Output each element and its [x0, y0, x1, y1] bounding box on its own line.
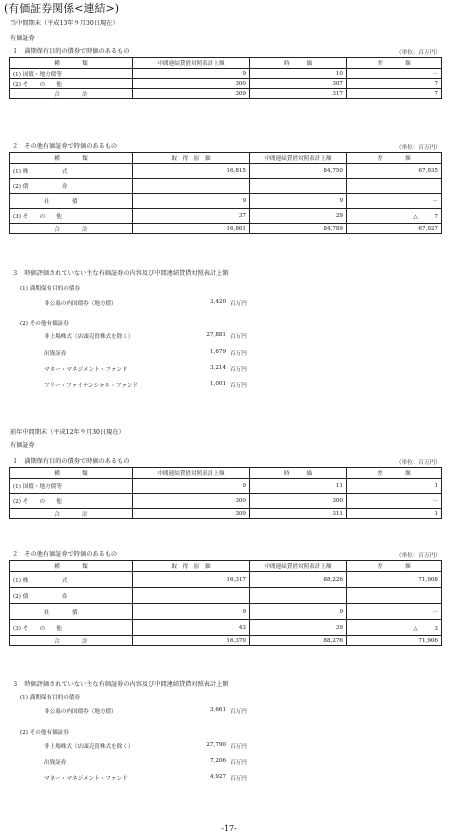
row-value: 1 — [347, 509, 442, 519]
current-s3-item-unit: 百万円 — [230, 301, 247, 307]
header-cell: 差 額 — [347, 468, 442, 479]
header-cell: 時 価 — [250, 58, 347, 69]
row-label: 合 計 — [10, 636, 133, 646]
table-total-row — [10, 224, 442, 234]
current-s3-item-label: フリー・ファイナンシャル・ファンド — [44, 383, 139, 389]
row-value — [250, 179, 347, 194]
row-value: 300 — [133, 494, 250, 509]
row-value — [133, 588, 250, 604]
row-value: 9 — [133, 69, 250, 79]
current-s3-item-unit: 百万円 — [230, 351, 247, 357]
row-value: 300 — [133, 79, 250, 89]
row-label: (2) そ の 他 — [10, 494, 133, 509]
table-row — [10, 164, 442, 179]
previous-section-label: 有価証券 — [10, 442, 35, 449]
row-value: 10 — [250, 69, 347, 79]
current-s3-item-value: 3,214 — [209, 365, 226, 371]
row-label: (2) そ の 他 — [10, 79, 133, 89]
previous-s3-item-label: 非公募の内国債券（地方債） — [44, 709, 117, 715]
header-cell: 種 類 — [10, 58, 133, 69]
previous-s3-item-unit: 百万円 — [230, 760, 247, 766]
table-header-row — [10, 153, 442, 164]
row-label: (1) 国債・地方債等 — [10, 479, 133, 494]
row-value: 37 — [133, 209, 250, 224]
row-value: 300 — [250, 494, 347, 509]
previous-s3-item-unit: 百万円 — [230, 776, 247, 782]
current-s3-item-value: 27,881 — [206, 332, 226, 338]
row-value: － — [347, 604, 442, 620]
current-s2-unit: （単位：百万円） — [396, 145, 441, 151]
page-title: (有価証券関係<連結>) — [4, 2, 120, 15]
header-cell: 中間連結貸借対照表計上額 — [250, 561, 347, 572]
current-s1-title: １ 満期保有目的の債券で時価のあるもの — [12, 48, 130, 55]
table-row — [10, 604, 442, 620]
header-cell: 取 得 原 価 — [133, 561, 250, 572]
row-value: 67,935 — [347, 164, 442, 179]
current-s3-item-label: 非上場株式（店頭売買株式を除く） — [44, 334, 134, 340]
header-cell: 種 類 — [10, 153, 133, 164]
current-s3-sub1: (1) 満期保有目的の債券 — [20, 286, 81, 292]
header-cell: 種 類 — [10, 468, 133, 479]
current-s3-item-label: マネー・マネジメント・ファンド — [44, 367, 128, 373]
table-header-row — [10, 58, 442, 69]
row-value: － — [347, 69, 442, 79]
row-value: － — [347, 194, 442, 209]
row-label: (2) 債 券 — [10, 179, 133, 194]
row-value: 7 — [347, 79, 442, 89]
previous-s3-item-unit: 百万円 — [230, 709, 247, 715]
current-s2-title: ２ その他有価証券で時価のあるもの — [12, 143, 118, 150]
row-value: 309 — [133, 89, 250, 99]
current-section-label: 有価証券 — [10, 35, 35, 42]
row-label: 社 債 — [10, 604, 133, 620]
row-value: 9 — [133, 604, 250, 620]
row-label: 合 計 — [10, 89, 133, 99]
current-s3-item-value: 1,679 — [209, 349, 226, 355]
row-value: △ 3 — [347, 620, 442, 636]
current-s3-item-unit: 百万円 — [230, 383, 247, 389]
previous-s3-item-unit: 百万円 — [230, 744, 247, 750]
row-value: 88,276 — [250, 636, 347, 646]
header-cell: 中間連結貸借対照表計上額 — [133, 468, 250, 479]
row-value: 16,317 — [133, 572, 250, 588]
previous-s3-sub2: (2) その他有価証券 — [20, 730, 69, 736]
header-cell: 差 額 — [347, 153, 442, 164]
row-label: 合 計 — [10, 224, 133, 234]
row-value: 309 — [133, 509, 250, 519]
current-available-for-sale-table — [9, 152, 442, 234]
previous-s2-title: ２ その他有価証券で時価のあるもの — [12, 551, 118, 558]
table-row — [10, 194, 442, 209]
previous-s1-unit: （単位：百万円） — [396, 460, 441, 466]
previous-s1-title: １ 満期保有目的の債券で時価のあるもの — [12, 458, 130, 465]
current-period-label: 当中間期末（平成13年９月30日現在） — [10, 20, 119, 27]
header-cell: 中間連結貸借対照表計上額 — [250, 153, 347, 164]
row-value: 16,861 — [133, 224, 250, 234]
row-value: 71,908 — [347, 572, 442, 588]
header-cell: 種 類 — [10, 561, 133, 572]
row-value — [347, 179, 442, 194]
table-row — [10, 479, 442, 494]
table-total-row — [10, 509, 442, 519]
previous-s3-item-value: 3,661 — [209, 707, 226, 713]
current-s3-item-unit: 百万円 — [230, 367, 247, 373]
row-label: (1) 株 式 — [10, 164, 133, 179]
current-s3-item-value: 1,001 — [209, 381, 226, 387]
current-s3-item-label: 出資証券 — [44, 351, 67, 357]
row-value: 9 — [133, 479, 250, 494]
previous-s3-item-label: 非上場株式（店頭売買株式を除く） — [44, 744, 134, 750]
row-value: 88,226 — [250, 572, 347, 588]
row-value: 29 — [250, 209, 347, 224]
row-label: (1) 株 式 — [10, 572, 133, 588]
previous-s3-item-value: 4,927 — [209, 774, 226, 780]
previous-s2-unit: （単位：百万円） — [396, 553, 441, 559]
table-row — [10, 69, 442, 79]
previous-available-for-sale-table — [9, 560, 442, 646]
header-cell: 時 価 — [250, 468, 347, 479]
table-row — [10, 620, 442, 636]
row-value: 43 — [133, 620, 250, 636]
previous-held-to-maturity-table — [9, 467, 442, 519]
table-row — [10, 79, 442, 89]
row-value — [347, 588, 442, 604]
row-value: 84,750 — [250, 164, 347, 179]
table-header-row — [10, 561, 442, 572]
row-label: (3) そ の 他 — [10, 209, 133, 224]
current-s3-item-unit: 百万円 — [230, 334, 247, 340]
row-value: 16,815 — [133, 164, 250, 179]
row-value: 9 — [133, 194, 250, 209]
row-value: 7 — [347, 89, 442, 99]
header-cell: 中間連結貸借対照表計上額 — [133, 58, 250, 69]
row-label: 社 債 — [10, 194, 133, 209]
table-row — [10, 588, 442, 604]
row-value: 307 — [250, 79, 347, 89]
page-number: -17- — [221, 824, 237, 833]
current-s3-item-value: 3,420 — [209, 299, 226, 305]
previous-s3-item-label: マネー・マネジメント・ファンド — [44, 776, 128, 782]
row-label: 合 計 — [10, 509, 133, 519]
current-s1-unit: （単位：百万円） — [396, 50, 441, 56]
previous-s3-title: ３ 時価評価されていない主な有価証券の内容及び中間連結貸借対照表計上額 — [12, 681, 229, 688]
previous-s3-item-value: 27,790 — [206, 742, 226, 748]
row-value: 39 — [250, 620, 347, 636]
table-total-row — [10, 89, 442, 99]
table-row — [10, 494, 442, 509]
row-value: 71,906 — [347, 636, 442, 646]
table-total-row — [10, 636, 442, 646]
row-value: 317 — [250, 89, 347, 99]
row-value: 67,927 — [347, 224, 442, 234]
row-label: (2) 債 券 — [10, 588, 133, 604]
current-s3-title: ３ 時価評価されていない主な有価証券の内容及び中間連結貸借対照表計上額 — [12, 270, 229, 277]
row-value: △ 7 — [347, 209, 442, 224]
previous-period-label: 前年中間期末（平成12年９月30日現在） — [10, 429, 125, 436]
row-value: 311 — [250, 509, 347, 519]
table-row — [10, 209, 442, 224]
row-value — [133, 179, 250, 194]
table-row — [10, 572, 442, 588]
row-value: 1 — [347, 479, 442, 494]
current-s3-item-label: 非公募の内国債券（地方債） — [44, 301, 117, 307]
current-s3-sub2: (2) その他有価証券 — [20, 321, 69, 327]
previous-s3-item-label: 出資証券 — [44, 760, 67, 766]
row-value: 9 — [250, 604, 347, 620]
row-label: (1) 国債・地方債等 — [10, 69, 133, 79]
previous-s3-sub1: (1) 満期保有目的の債券 — [20, 695, 81, 701]
header-cell: 取 得 原 価 — [133, 153, 250, 164]
table-row — [10, 179, 442, 194]
header-cell: 差 額 — [347, 58, 442, 69]
row-label: (3) そ の 他 — [10, 620, 133, 636]
row-value: 84,789 — [250, 224, 347, 234]
row-value — [250, 588, 347, 604]
table-header-row — [10, 468, 442, 479]
current-held-to-maturity-table — [9, 57, 442, 99]
row-value: 9 — [250, 194, 347, 209]
row-value: 11 — [250, 479, 347, 494]
header-cell: 差 額 — [347, 561, 442, 572]
row-value: 16,370 — [133, 636, 250, 646]
row-value: － — [347, 494, 442, 509]
previous-s3-item-value: 7,206 — [209, 758, 226, 764]
